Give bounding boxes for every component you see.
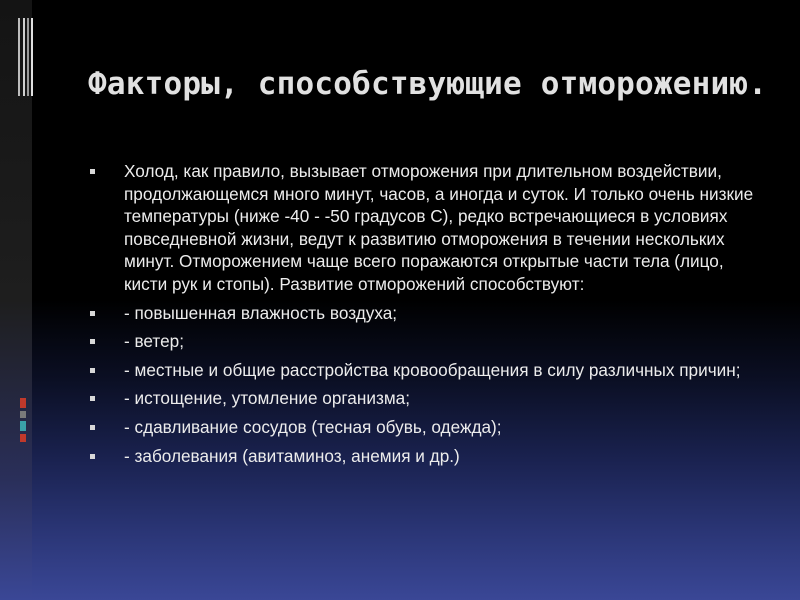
list-item-text: Холод, как правило, вызывает отморожения при длительном воздействии, продолжающемся много минут, часов, а иногда и суток. И только очень низкие температуры (ниже -40 - -50 градусов С), редко встречающиеся в условиях повседневной жизни, ведут к развитию отморожения в течении нескольких минут. Отморожением чаще всего поражаются открытые части тела (лицо, кисти рук и стопы). Развитие отморожений способствуют:	[124, 161, 754, 294]
bullet-list	[90, 160, 760, 473]
bullet-square-icon	[90, 339, 95, 344]
decorative-bars	[0, 18, 40, 98]
bullet-square-icon	[90, 311, 95, 316]
list-item-text: - ветер;	[124, 331, 184, 352]
list-item-text: - истощение, утомление организма;	[124, 388, 410, 409]
list-item	[90, 302, 760, 325]
list-item-text: - заболевания (авитаминоз, анемия и др.)	[124, 445, 460, 466]
bullet-square-icon	[90, 169, 95, 174]
slide-title: Факторы, способствующие отморожению.	[88, 66, 768, 102]
bullet-square-icon	[90, 368, 95, 373]
list-item-text: - сдавливание сосудов (тесная обувь, одежда);	[124, 416, 502, 437]
list-item	[90, 160, 760, 296]
list-item	[90, 445, 760, 468]
bullet-square-icon	[90, 396, 95, 401]
list-item	[90, 359, 760, 382]
list-item	[90, 416, 760, 439]
list-item	[90, 387, 760, 410]
list-item	[90, 330, 760, 353]
list-item-text: - повышенная влажность воздуха;	[124, 302, 398, 323]
decorative-color-marks	[20, 398, 26, 442]
bullet-square-icon	[90, 425, 95, 430]
bullet-square-icon	[90, 454, 95, 459]
list-item-text: - местные и общие расстройства кровообращения в силу различных причин;	[124, 359, 741, 380]
